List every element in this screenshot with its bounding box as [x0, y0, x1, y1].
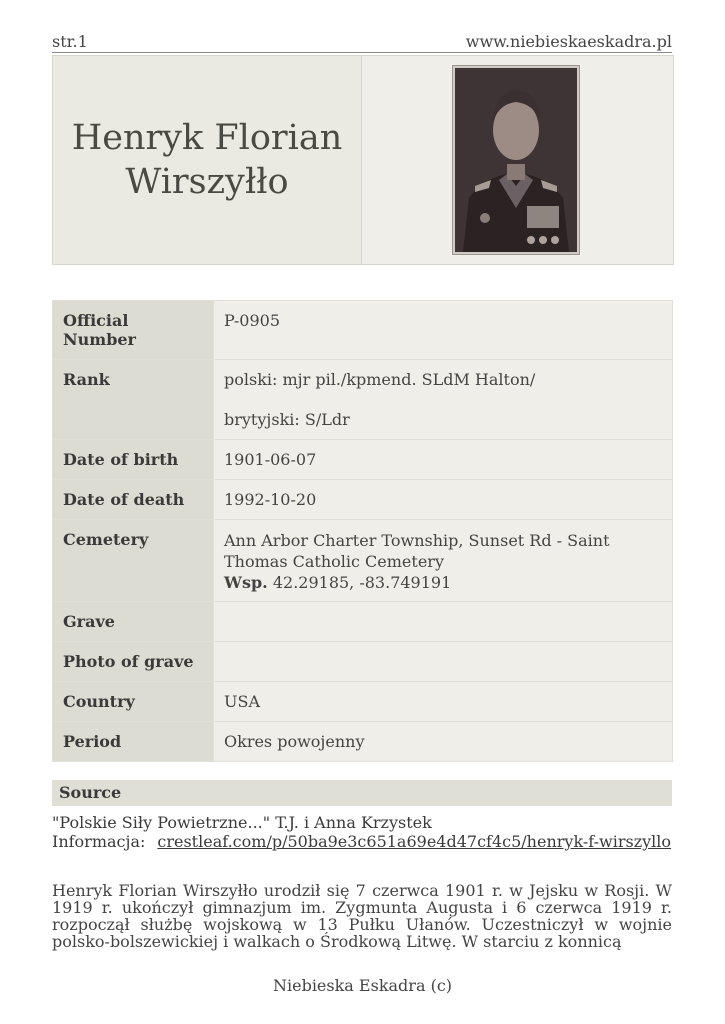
cemetery-line-2: Thomas Catholic Cemetery — [224, 552, 444, 571]
value-country: USA — [214, 682, 673, 722]
source-heading: Source — [59, 783, 122, 802]
value-cemetery — [214, 520, 673, 602]
site-url[interactable]: www.niebieskaeskadra.pl — [465, 32, 672, 51]
source-link[interactable]: crestleaf.com/p/50ba9e3c651a69e4d47cf4c5/henryk-f-wirszyllo — [157, 832, 672, 851]
person-name — [72, 116, 343, 204]
source-content — [52, 813, 677, 851]
row-date-of-death — [53, 480, 673, 520]
row-period — [53, 722, 673, 762]
details-table — [52, 300, 673, 762]
row-cemetery — [53, 520, 673, 602]
label-date-of-death: Date of death — [53, 480, 214, 520]
cemetery-line-1: Ann Arbor Charter Township, Sunset Rd - Saint — [224, 531, 610, 550]
page-number: str.1 — [52, 32, 88, 51]
page-header-bar — [52, 30, 672, 53]
coords-label: Wsp. — [224, 573, 268, 592]
row-grave — [53, 602, 673, 642]
label-period: Period — [53, 722, 214, 762]
source-book: "Polskie Siły Powietrzne..." T.J. i Anna Krzystek — [52, 813, 432, 832]
label-country: Country — [53, 682, 214, 722]
value-date-of-death: 1992-10-20 — [214, 480, 673, 520]
label-grave: Grave — [53, 602, 214, 642]
row-official-number — [53, 301, 673, 360]
biography-text: Henryk Florian Wirszyłło urodził się 7 czerwca 1901 r. w Jejsku w Rosji. W 1919 r. ukończył gimnazjum im. Zygmunta Augusta i 6 czerwca 1919 r. rozpoczął służbę wojskową w 13 Pułku Ułanów. Uczestniczył w wojnie polsko-bolszewickiej i walkach o Środkową Litwę. W starciu z konnicą — [52, 881, 672, 951]
row-photo-of-grave — [53, 642, 673, 682]
portrait-image — [455, 68, 577, 252]
label-rank: Rank — [53, 360, 214, 440]
value-rank — [214, 360, 673, 440]
label-photo-of-grave: Photo of grave — [53, 642, 214, 682]
cemetery-coords — [224, 572, 662, 593]
coords-value: 42.29185, -83.749191 — [272, 573, 452, 592]
name-cell — [53, 56, 362, 264]
value-photo-of-grave — [214, 642, 673, 682]
label-official-number: Official Number — [53, 301, 214, 360]
source-heading-bar — [52, 780, 672, 806]
source-info-label: Informacja: — [52, 832, 146, 851]
photo-cell — [362, 56, 673, 264]
profile-header — [52, 55, 674, 265]
value-grave — [214, 602, 673, 642]
value-official-number: P-0905 — [214, 301, 673, 360]
name-line-2: Wirszyłło — [125, 162, 289, 202]
row-rank — [53, 360, 673, 440]
source-info — [52, 832, 677, 851]
label-date-of-birth: Date of birth — [53, 440, 214, 480]
value-date-of-birth: 1901-06-07 — [214, 440, 673, 480]
row-date-of-birth — [53, 440, 673, 480]
name-line-1: Henryk Florian — [71, 118, 343, 158]
page-footer: Niebieska Eskadra (c) — [272, 976, 453, 995]
rank-british: brytyjski: S/Ldr — [224, 410, 350, 429]
rank-polish: polski: mjr pil./kpmend. SLdM Halton/ — [224, 370, 536, 389]
value-period: Okres powojenny — [214, 722, 673, 762]
row-country — [53, 682, 673, 722]
label-cemetery: Cemetery — [53, 520, 214, 602]
portrait-photo — [453, 66, 579, 254]
